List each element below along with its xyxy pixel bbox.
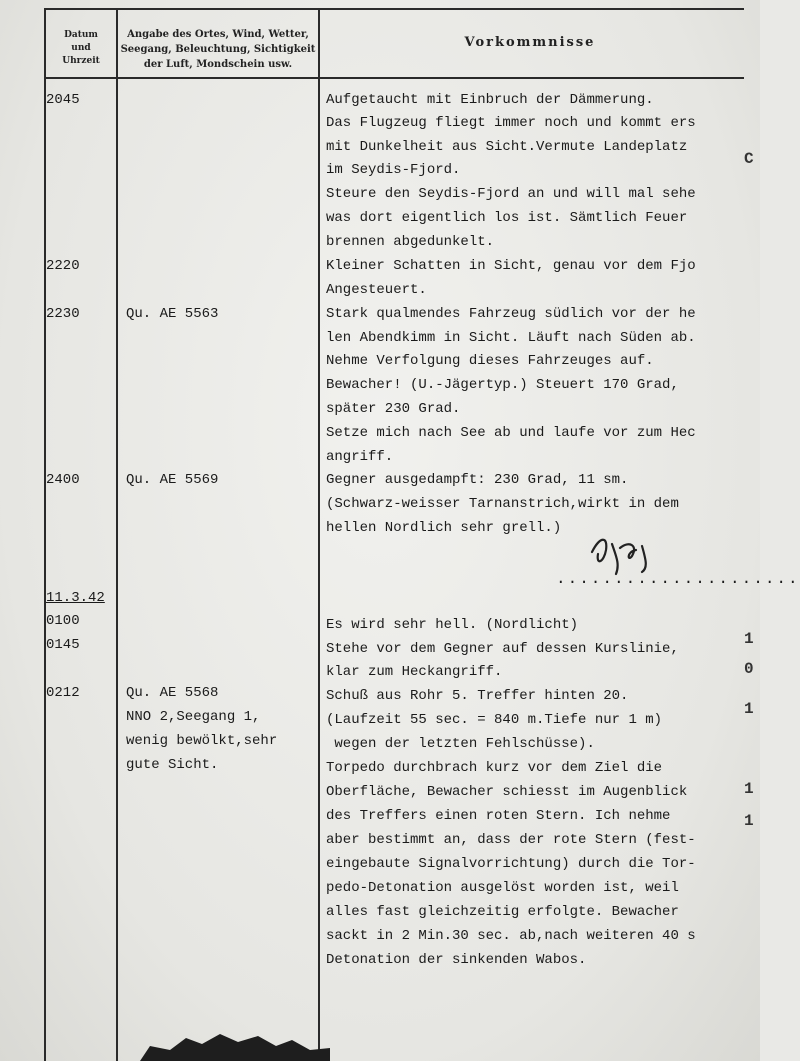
time-2045: 2045 [46,92,80,108]
event-line: sackt in 2 Min.30 sec. ab,nach weiteren 40 s [326,928,696,944]
column-divider-date [116,8,118,1061]
place-0212-quadrant: Qu. AE 5568 [126,685,219,701]
event-line: Setze mich nach See ab und laufe vor zum Hec [326,425,696,441]
header-place-line1: Angabe des Ortes, Wind, Wetter, [127,29,309,40]
event-line: was dort eigentlich los ist. Sämtlich Feuer [326,210,688,226]
time-0100: 0100 [46,613,80,629]
event-line: des Treffers einen roten Stern. Ich nehme [326,808,671,824]
signature-dotted-line: ..................... [556,570,800,588]
event-line: Torpedo durchbrach kurz vor dem Ziel die [326,760,663,776]
header-date-time [46,29,116,68]
place-2400: Qu. AE 5569 [126,472,219,488]
event-line: eingebaute Signalvorrichtung) durch die Tor- [326,856,696,872]
event-line: alles fast gleichzeitig erfolgte. Bewacher [326,904,679,920]
event-line: Nehme Verfolgung dieses Fahrzeuges auf. [326,353,654,369]
event-line: Bewacher! (U.-Jägertyp.) Steuert 170 Grad, [326,377,679,393]
time-2400: 2400 [46,472,80,488]
event-line: wegen der letzten Fehlschüsse). [326,736,595,752]
event-line: pedo-Detonation ausgelöst worden ist, weil [326,880,679,896]
margin-mark: 1 [744,812,754,830]
event-line: (Laufzeit 55 sec. = 840 m.Tiefe nur 1 m) [326,712,663,728]
event-line: später 230 Grad. [326,401,461,417]
header-date-line2: und [71,43,91,53]
event-line: Angesteuert. [326,282,427,298]
table-top-border [44,8,744,10]
header-date-line1: Datum [64,30,98,40]
event-line: Das Flugzeug fliegt immer noch und kommt ers [326,115,696,131]
event-line: Kleiner Schatten in Sicht, genau vor dem Fjo [326,258,696,274]
event-line: hellen Nordlich sehr grell.) [326,520,562,536]
event-line: Schuß aus Rohr 5. Treffer hinten 20. [326,688,629,704]
event-line: Detonation der sinkenden Wabos. [326,952,587,968]
place-0212-visibility: gute Sicht. [126,757,219,773]
margin-mark: 1 [744,780,754,798]
event-line: Stark qualmendes Fahrzeug südlich vor der he [326,306,696,322]
event-line: aber bestimmt an, dass der rote Stern (fest- [326,832,696,848]
time-0145: 0145 [46,637,80,653]
event-line: mit Dunkelheit aus Sicht.Vermute Landeplatz [326,139,688,155]
time-0212: 0212 [46,685,80,701]
column-divider-place [318,8,320,1061]
event-line: len Abendkimm in Sicht. Läuft nach Süden ab. [326,330,696,346]
event-line: klar zum Heckangriff. [326,664,503,680]
bottom-edge-smudge [140,1020,330,1061]
event-line: (Schwarz-weisser Tarnanstrich,wirkt in dem [326,496,679,512]
event-line: Oberfläche, Bewacher schiesst im Augenblick [326,784,688,800]
event-line: Gegner ausgedampft: 230 Grad, 11 sm. [326,472,629,488]
time-2220: 2220 [46,258,80,274]
header-place-line3: der Luft, Mondschein usw. [143,59,293,70]
event-line: Es wird sehr hell. (Nordlicht) [326,617,579,633]
header-date-line3: Uhrzeit [62,56,100,66]
event-line: Stehe vor dem Gegner auf dessen Kurslinie, [326,641,679,657]
date-11-3-42: 11.3.42 [46,590,105,606]
event-line: Steure den Seydis-Fjord an und will mal sehe [326,186,696,202]
place-0212-wind: NNO 2,Seegang 1, [126,709,261,725]
header-bottom-border [44,77,744,79]
table-left-border [44,8,46,1061]
margin-mark: C [744,150,754,168]
event-line: im Seydis-Fjord. [326,162,461,178]
event-line: angriff. [326,449,394,465]
event-line: brennen abgedunkelt. [326,234,495,250]
time-2230: 2230 [46,306,80,322]
margin-mark: 1 [744,630,754,648]
header-events: Vorkommnisse [464,35,596,50]
header-place-weather [118,27,318,72]
header-place-line2: Seegang, Beleuchtung, Sichtigkeit [120,44,316,55]
place-0212-cloud: wenig bewölkt,sehr [126,733,278,749]
event-line: Aufgetaucht mit Einbruch der Dämmerung. [326,92,654,108]
margin-mark: 0 [744,660,754,678]
place-2230: Qu. AE 5563 [126,306,219,322]
margin-mark: 1 [744,700,754,718]
